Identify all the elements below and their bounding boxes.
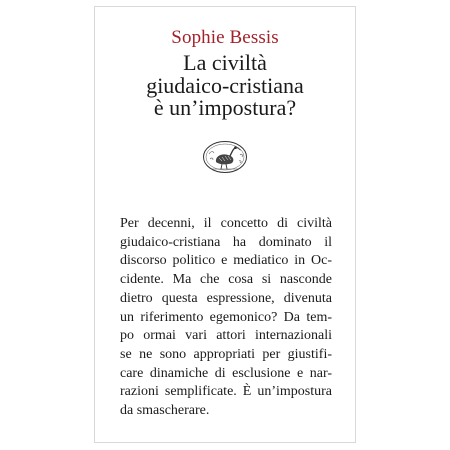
ostrich-emblem-icon — [202, 140, 248, 174]
blurb-line: po ormai vari attori internazionali — [120, 328, 332, 344]
blurb-line: care dinamiche di esclusione e nar- — [120, 365, 332, 381]
blurb-line: discorso politico e mediatico in Oc- — [120, 253, 332, 269]
title-line: giudaico-cristiana — [146, 72, 304, 98]
blurb-line: Per decenni, il concetto di civiltà — [120, 216, 332, 231]
book-cover — [94, 6, 356, 443]
blurb-line: se ne sono appropriati per giustifi- — [120, 346, 332, 362]
book-title — [95, 52, 355, 120]
blurb-line: razioni semplificate. È un’impostura — [120, 384, 332, 400]
author-name: Sophie Bessis — [171, 27, 279, 48]
blurb-line: cidente. Ma che cosa si nasconde — [120, 272, 332, 288]
blurb-line: da smascherare. — [120, 403, 210, 419]
blurb-line: un riferimento egemonico? Da tem- — [120, 309, 332, 325]
title-line: è un’impostura? — [153, 95, 297, 120]
cover-blurb — [120, 215, 332, 421]
blurb-line: dietro questa espressione, divenuta — [120, 290, 332, 306]
blurb-line: giudaico-cristiana ha dominato il — [120, 234, 332, 250]
title-line: La civiltà — [183, 50, 267, 75]
